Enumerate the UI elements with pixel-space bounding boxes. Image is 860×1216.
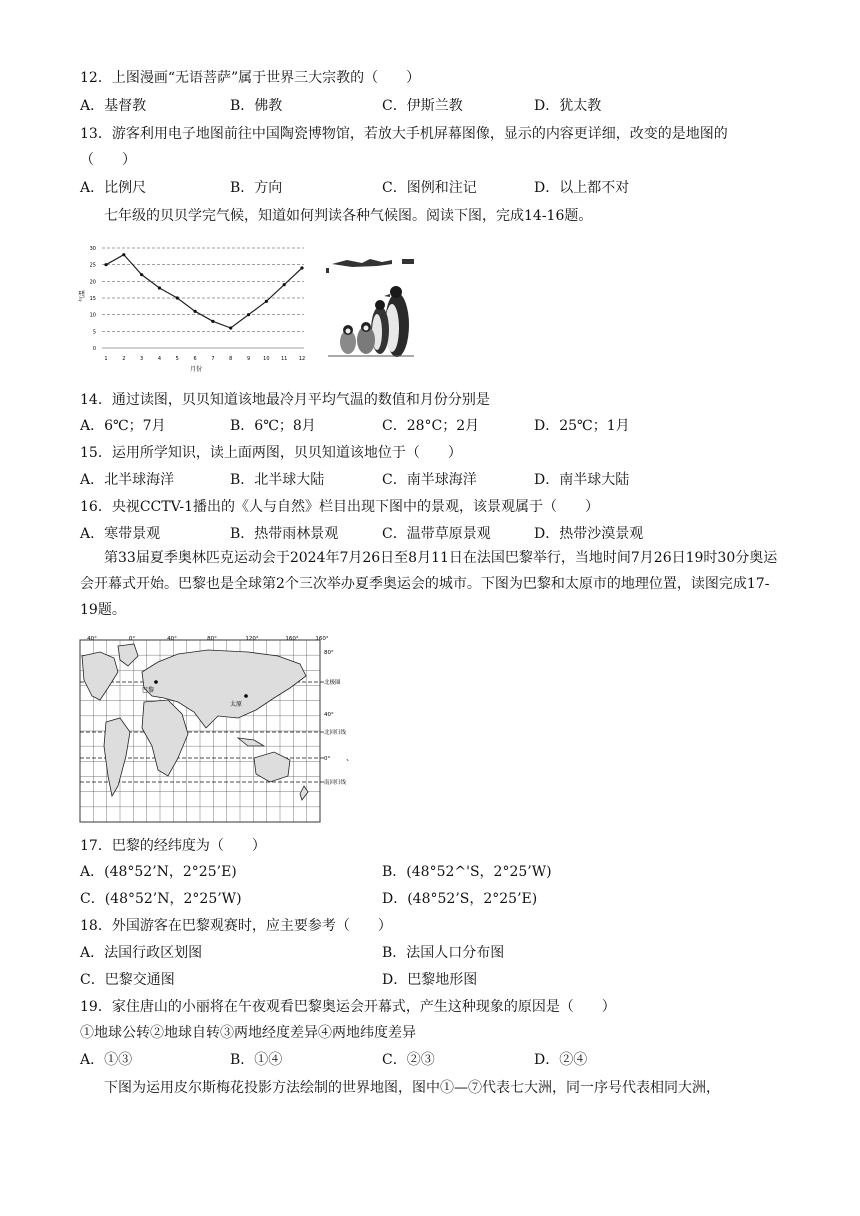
taiyuan-marker <box>244 694 248 698</box>
latitude-label: 40° <box>324 712 334 718</box>
longitude-label: 40° <box>87 636 97 642</box>
q16-option-b[interactable]: B．热带雨林景观 <box>230 526 339 542</box>
x-tick-label: 11 <box>280 356 288 362</box>
longitude-label: 120° <box>245 636 259 642</box>
q12-option-d[interactable]: D．犹太教 <box>534 98 602 114</box>
y-tick-label: 5 <box>92 329 96 336</box>
q14-option-d[interactable]: D．25℃；1月 <box>534 418 630 434</box>
q15-option-c[interactable]: C．南半球海洋 <box>382 472 477 488</box>
q18-option-b[interactable]: B．法国人口分布图 <box>382 945 505 961</box>
intro-17-19: 第33届夏季奥林匹克运动会于2024年7月26日至8月11日在法国巴黎举行，当地时间7月26日19时30分奥运会开幕式开始。巴黎也是全球第2个三次举办夏季奥运会的城市。下图为巴黎和太原市的地理位置，读图完成17-19题。 <box>80 550 778 618</box>
q13-option-a[interactable]: A．比例尺 <box>80 180 147 196</box>
x-tick-label: 4 <box>157 356 162 362</box>
x-tick-label: 2 <box>122 356 126 362</box>
q19-option-b[interactable]: B．①④ <box>230 1052 283 1068</box>
data-point <box>247 313 250 316</box>
q17-stem: 17．巴黎的经纬度为（ ） <box>80 838 266 854</box>
intro-20: 下图为运用皮尔斯梅花投影方法绘制的世界地图，图中①—⑦代表七大洲，同一序号代表相同大洲， <box>104 1080 720 1096</box>
q16-option-c[interactable]: C．温带草原景观 <box>382 526 491 542</box>
q12-option-b[interactable]: B．佛教 <box>230 98 283 114</box>
q18-stem: 18．外国游客在巴黎观赛时，应主要参考（ ） <box>80 918 392 934</box>
q19-statements: ①地球公转②地球自转③两地经度差异④两地纬度差异 <box>80 1025 416 1041</box>
data-point <box>122 253 125 256</box>
longitude-label: 0° <box>128 636 136 642</box>
latitude-label: 北极圈 <box>324 680 341 686</box>
q17-option-d[interactable]: D．(48°52’S，2°25’E) <box>382 891 538 907</box>
q14-option-c[interactable]: C．28°C；2月 <box>382 418 480 434</box>
q19-option-d[interactable]: D．②④ <box>534 1052 588 1068</box>
ice-marker <box>326 268 329 273</box>
data-point <box>265 300 268 303</box>
q15-option-b[interactable]: B．北半球大陆 <box>230 472 325 488</box>
y-tick-label: 25 <box>89 262 96 269</box>
y-tick-label: 15 <box>89 296 96 302</box>
data-point <box>193 310 196 313</box>
q13-stem-line2: （ ） <box>80 152 136 168</box>
q18-option-a[interactable]: A．法国行政区划图 <box>80 945 203 961</box>
q13-option-c[interactable]: C．图例和注记 <box>382 180 477 196</box>
q12-stem: 12．上图漫画“无语菩萨”属于世界三大宗教的（ ） <box>80 70 421 86</box>
data-point <box>211 320 214 323</box>
taiyuan-label: 太原 <box>230 701 243 708</box>
climate-chart <box>80 240 310 375</box>
ice-block <box>402 259 414 264</box>
x-tick-label: 8 <box>229 356 233 362</box>
q18-option-d[interactable]: D．巴黎地形图 <box>382 972 478 988</box>
q15-option-a[interactable]: A．北半球海洋 <box>80 472 175 488</box>
longitude-label: 160° <box>315 636 329 642</box>
data-point <box>283 283 286 286</box>
x-tick-label: 3 <box>140 356 144 362</box>
data-point <box>176 296 179 299</box>
q16-stem: 16．央视CCTV-1播出的《人与自然》栏目出现下图中的景观，该景观属于（ ） <box>80 499 600 515</box>
x-tick-label: 1 <box>104 356 108 362</box>
q16-option-a[interactable]: A．寒带景观 <box>80 526 161 542</box>
longitude-label: 160° <box>285 636 299 642</box>
data-point <box>140 273 143 276</box>
temperature-line <box>106 255 302 328</box>
q15-option-d[interactable]: D．南半球大陆 <box>534 472 630 488</box>
latitude-label: 南回归线 <box>324 780 347 786</box>
q15-stem: 15．运用所学知识，读上面两图，贝贝知道该地位于（ ） <box>80 445 462 461</box>
map-margin-mark: 、 <box>346 753 354 762</box>
q12-option-a[interactable]: A．基督教 <box>80 98 147 114</box>
q12-option-c[interactable]: C．伊斯兰教 <box>382 98 463 114</box>
data-point <box>158 286 161 289</box>
paris-label: 巴黎 <box>142 687 155 694</box>
q17-option-c[interactable]: C．(48°52’N，2°25’W) <box>80 891 242 907</box>
q16-option-d[interactable]: D．热带沙漠景观 <box>534 526 644 542</box>
intro-14-16: 七年级的贝贝学完气候，知道如何判读各种气候图。阅读下图，完成14-16题。 <box>104 208 593 224</box>
y-tick-label: 10 <box>89 312 96 319</box>
latitude-label: 0° <box>324 756 331 762</box>
x-tick-label: 9 <box>246 356 251 362</box>
y-tick-label: 20 <box>89 279 96 286</box>
world-map <box>78 636 358 828</box>
chart-y-axis-label: 气温 <box>79 289 86 302</box>
q13-option-b[interactable]: B．方向 <box>230 180 283 196</box>
x-tick-label: 7 <box>211 356 215 362</box>
latitude-label: 80° <box>324 650 334 656</box>
q18-option-c[interactable]: C．巴黎交通图 <box>80 972 175 988</box>
q14-option-a[interactable]: A．6℃；7月 <box>80 418 166 434</box>
q19-option-c[interactable]: C．②③ <box>382 1052 435 1068</box>
data-point <box>229 326 232 329</box>
q19-option-a[interactable]: A．①③ <box>80 1052 133 1068</box>
q13-stem-line1: 13．游客利用电子地图前往中国陶瓷博物馆，若放大手机屏幕图像，显示的内容更详细，改变的是地图的 <box>80 126 728 142</box>
x-tick-label: 10 <box>263 356 270 362</box>
y-tick-label: 0 <box>92 346 96 352</box>
paris-marker <box>154 680 158 684</box>
q19-stem: 19．家住唐山的小丽将在午夜观看巴黎奥运会开幕式，产生这种现象的原因是（ ） <box>80 999 616 1015</box>
x-tick-label: 6 <box>193 356 197 362</box>
q14-option-b[interactable]: B．6℃；8月 <box>230 418 316 434</box>
q17-option-a[interactable]: A．(48°52’N，2°25’E) <box>80 864 237 880</box>
penguin-photo <box>322 250 418 366</box>
latitude-label: 北回归线 <box>324 730 347 736</box>
data-point <box>300 266 303 269</box>
chart-x-axis-label: 月份 <box>189 366 203 373</box>
longitude-label: 80° <box>207 636 217 642</box>
x-tick-label: 5 <box>175 356 179 362</box>
q17-option-b[interactable]: B．(48°52^'S，2°25’W) <box>382 864 552 880</box>
x-tick-label: 12 <box>298 356 306 362</box>
q14-stem: 14．通过读图，贝贝知道该地最冷月平均气温的数值和月份分别是 <box>80 392 490 408</box>
y-tick-label: 30 <box>89 246 96 252</box>
longitude-label: 40° <box>167 636 177 642</box>
q13-option-d[interactable]: D．以上都不对 <box>534 180 630 196</box>
data-point <box>104 263 107 266</box>
